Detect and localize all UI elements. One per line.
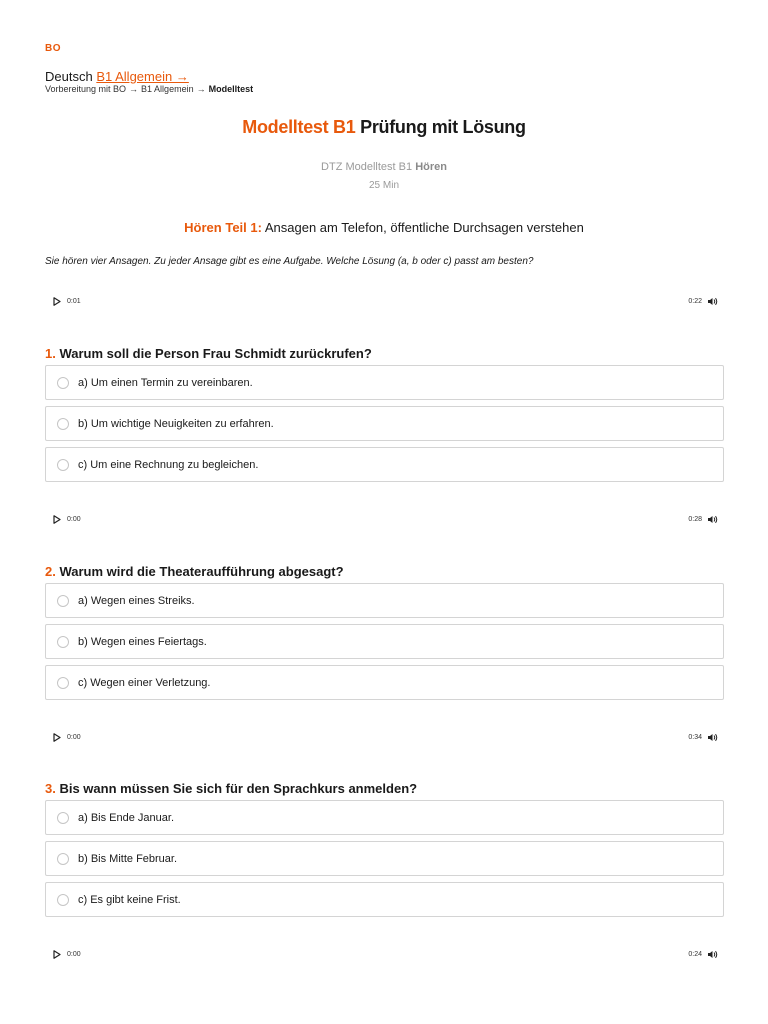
answer-option[interactable] [45, 365, 724, 400]
breadcrumb-item-level[interactable]: B1 Allgemein [141, 84, 194, 94]
exam-section: Hören [415, 161, 447, 173]
page-title [0, 117, 768, 138]
play-icon[interactable] [52, 514, 62, 524]
audio-player [52, 294, 718, 308]
question-text: Bis wann müssen Sie sich für den Sprachkurs anmelden? [59, 781, 418, 796]
radio-button[interactable] [57, 853, 69, 865]
breadcrumb-item-home[interactable]: Vorbereitung mit BO [45, 84, 127, 94]
breadcrumb-separator: → [196, 84, 206, 94]
radio-button[interactable] [57, 418, 69, 430]
answer-option[interactable] [45, 406, 724, 441]
radio-button[interactable] [57, 459, 69, 471]
radio-button[interactable] [57, 377, 69, 389]
audio-duration: 0:28 [688, 515, 702, 523]
audio-current-time: 0:00 [67, 515, 81, 523]
question-number: 2. [45, 564, 56, 579]
audio-player [52, 947, 718, 961]
answer-option[interactable] [45, 665, 724, 700]
level-link[interactable]: B1 Allgemein → [96, 69, 189, 84]
breadcrumb-separator: → [129, 84, 139, 94]
play-icon[interactable] [52, 949, 62, 959]
question-title [45, 781, 417, 796]
question-number: 3. [45, 781, 56, 796]
audio-player [52, 512, 718, 526]
breadcrumb-item-current: Modelltest [208, 84, 254, 94]
radio-button[interactable] [57, 677, 69, 689]
section-instructions: Sie hören vier Ansagen. Zu jeder Ansage gibt es eine Aufgabe. Welche Lösung (a, b oder c) passt am besten? [45, 256, 534, 267]
section-heading [0, 220, 768, 235]
exam-duration: 25 Min [368, 180, 399, 191]
question-text: Warum wird die Theateraufführung abgesagt? [59, 564, 344, 579]
question-number: 1. [45, 346, 56, 361]
section-label: Hören Teil 1: [184, 220, 262, 235]
volume-icon[interactable] [707, 949, 718, 959]
audio-duration: 0:24 [688, 950, 702, 958]
answer-option-label: a) Bis Ende Januar. [78, 811, 175, 824]
page-title-rest: Prüfung mit Lösung [360, 117, 526, 137]
section-description: Ansagen am Telefon, öffentliche Durchsagen verstehen [264, 220, 584, 235]
answer-option-label: a) Um einen Termin zu vereinbaren. [78, 376, 253, 389]
audio-player [52, 730, 718, 744]
answer-option-label: c) Um eine Rechnung zu begleichen. [78, 458, 259, 471]
volume-icon[interactable] [707, 514, 718, 524]
volume-icon[interactable] [707, 296, 718, 306]
brand-logo[interactable]: BO [45, 43, 61, 54]
answer-option-label: c) Es gibt keine Frist. [78, 893, 181, 906]
radio-button[interactable] [57, 595, 69, 607]
breadcrumb [45, 84, 253, 94]
audio-current-time: 0:00 [67, 950, 81, 958]
answer-option[interactable] [45, 882, 724, 917]
answer-option-label: b) Bis Mitte Februar. [78, 852, 178, 865]
radio-button[interactable] [57, 812, 69, 824]
question-text: Warum soll die Person Frau Schmidt zurückrufen? [59, 346, 372, 361]
volume-icon[interactable] [707, 732, 718, 742]
subject-nav [45, 69, 189, 84]
audio-current-time: 0:01 [67, 297, 81, 305]
audio-current-time: 0:00 [67, 733, 81, 741]
question-title [45, 564, 344, 579]
answer-option-label: b) Um wichtige Neuigkeiten zu erfahren. [78, 417, 274, 430]
answer-option[interactable] [45, 841, 724, 876]
answer-option[interactable] [45, 624, 724, 659]
radio-button[interactable] [57, 894, 69, 906]
exam-name: DTZ Modelltest B1 [321, 161, 413, 173]
answer-option-label: b) Wegen eines Feiertags. [78, 635, 207, 648]
audio-duration: 0:34 [688, 733, 702, 741]
answer-option[interactable] [45, 583, 724, 618]
radio-button[interactable] [57, 636, 69, 648]
answer-option-label: c) Wegen einer Verletzung. [78, 676, 211, 689]
exam-label [0, 161, 768, 173]
subject-label: Deutsch [45, 69, 93, 84]
page-title-accent: Modelltest B1 [242, 117, 356, 137]
answer-option[interactable] [45, 800, 724, 835]
question-title [45, 346, 372, 361]
play-icon[interactable] [52, 732, 62, 742]
play-icon[interactable] [52, 296, 62, 306]
answer-option-label: a) Wegen eines Streiks. [78, 594, 195, 607]
audio-duration: 0:22 [688, 297, 702, 305]
answer-option[interactable] [45, 447, 724, 482]
